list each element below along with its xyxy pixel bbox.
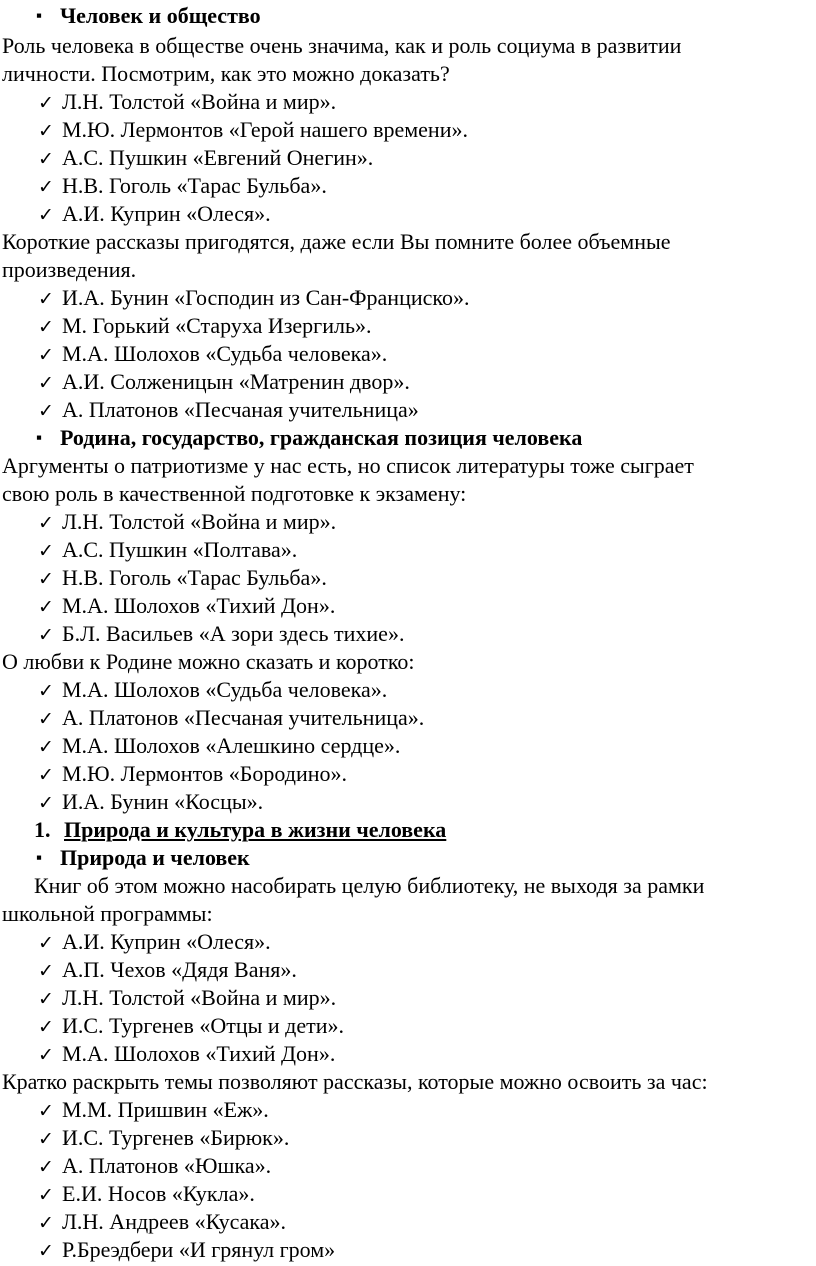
check-icon: ✓ (38, 596, 54, 618)
list-item: ✓ Н.В. Гоголь «Тарас Бульба». (38, 564, 816, 593)
list-item: ✓ Л.Н. Толстой «Война и мир». (38, 984, 816, 1013)
check-icon: ✓ (38, 764, 54, 786)
check-icon: ✓ (38, 120, 54, 142)
paragraph-line: Аргументы о патриотизме у нас есть, но список литературы тоже сыграет (2, 453, 694, 478)
list-item: ✓ А.И. Куприн «Олеся». (38, 200, 816, 229)
list-item: ✓ Н.В. Гоголь «Тарас Бульба». (38, 172, 816, 201)
list-item: ✓ М.А. Шолохов «Алешкино сердце». (38, 732, 816, 761)
list-item: ✓ Л.Н. Толстой «Война и мир». (38, 508, 816, 537)
check-icon: ✓ (38, 204, 54, 226)
paragraph-line: произведения. (2, 257, 137, 282)
list-item: ✓ Р.Бреэдбери «И грянул гром» (38, 1236, 816, 1265)
check-icon: ✓ (38, 372, 54, 394)
square-bullet-icon: ▪ (36, 848, 43, 867)
section-heading-nature: ▪ Природа и человек (36, 845, 250, 870)
check-icon: ✓ (38, 1044, 54, 1066)
check-icon: ✓ (38, 792, 54, 814)
list-item: ✓ М.М. Пришвин «Еж». (38, 1096, 816, 1125)
list-item: ✓ А.С. Пушкин «Евгений Онегин». (38, 144, 816, 173)
paragraph-line: Кратко раскрыть темы позволяют рассказы, которые можно освоить за час: (2, 1069, 708, 1094)
list-item: ✓ А. Платонов «Юшка». (38, 1152, 816, 1181)
paragraph-line: Роль человека в обществе очень значима, как и роль социума в развитии (2, 33, 682, 58)
check-icon: ✓ (38, 988, 54, 1010)
section-heading-society: ▪ Человек и общество (36, 3, 261, 28)
list-item: ✓ Л.Н. Толстой «Война и мир». (38, 88, 816, 117)
paragraph-line: О любви к Родине можно сказать и коротко: (2, 649, 415, 674)
check-icon: ✓ (38, 92, 54, 114)
square-bullet-icon: ▪ (36, 428, 43, 447)
section-heading-homeland: ▪ Родина, государство, гражданская позиция человека (36, 425, 583, 450)
numbered-heading-title: Природа и культура в жизни человека (64, 817, 447, 842)
check-icon: ✓ (38, 1240, 54, 1262)
check-icon: ✓ (38, 288, 54, 310)
paragraph-line: свою роль в качественной подготовке к экзамену: (2, 481, 467, 506)
list-item: ✓ М.Ю. Лермонтов «Бородино». (38, 760, 816, 789)
check-icon: ✓ (38, 512, 54, 534)
list-item: ✓ А. Платонов «Песчаная учительница» (38, 396, 816, 425)
list-item: ✓ А.П. Чехов «Дядя Ваня». (38, 956, 816, 985)
check-icon: ✓ (38, 344, 54, 366)
check-icon: ✓ (38, 176, 54, 198)
paragraph-line: Книг об этом можно насобирать целую библиотеку, не выходя за рамки (34, 873, 705, 898)
check-icon: ✓ (38, 624, 54, 646)
list-item: ✓ М.А. Шолохов «Судьба человека». (38, 340, 816, 369)
list-item: ✓ М. Горький «Старуха Изергиль». (38, 312, 816, 341)
list-item: ✓ И.А. Бунин «Косцы». (38, 788, 816, 817)
list-item: ✓ Е.И. Носов «Кукла». (38, 1180, 816, 1209)
list-item: ✓ А.С. Пушкин «Полтава». (38, 536, 816, 565)
check-icon: ✓ (38, 1212, 54, 1234)
check-icon: ✓ (38, 540, 54, 562)
check-icon: ✓ (38, 736, 54, 758)
paragraph-line: Короткие рассказы пригодятся, даже если Вы помните более объемные (2, 229, 671, 254)
list-item: ✓ А.И. Куприн «Олеся». (38, 928, 816, 957)
check-icon: ✓ (38, 148, 54, 170)
list-item: ✓ Л.Н. Андреев «Кусака». (38, 1208, 816, 1237)
check-icon: ✓ (38, 1184, 54, 1206)
list-item: ✓ М.А. Шолохов «Тихий Дон». (38, 592, 816, 621)
list-item: ✓ А.И. Солженицын «Матренин двор». (38, 368, 816, 397)
paragraph-line: школьной программы: (2, 901, 213, 926)
heading-number: 1. (34, 817, 51, 842)
check-icon: ✓ (38, 400, 54, 422)
list-item: ✓ М.Ю. Лермонтов «Герой нашего времени». (38, 116, 816, 145)
square-bullet-icon: ▪ (36, 6, 43, 25)
list-item: ✓ М.А. Шолохов «Тихий Дон». (38, 1040, 816, 1069)
check-icon: ✓ (38, 316, 54, 338)
list-item: ✓ И.С. Тургенев «Бирюк». (38, 1124, 816, 1153)
list-item: ✓ Б.Л. Васильев «А зори здесь тихие». (38, 620, 816, 649)
check-icon: ✓ (38, 1128, 54, 1150)
check-icon: ✓ (38, 708, 54, 730)
check-icon: ✓ (38, 1156, 54, 1178)
list-item: ✓ И.А. Бунин «Господин из Сан-Франциско». (38, 284, 816, 313)
check-icon: ✓ (38, 932, 54, 954)
paragraph-line: личности. Посмотрим, как это можно доказать? (2, 61, 450, 86)
check-icon: ✓ (38, 1100, 54, 1122)
list-item: ✓ А. Платонов «Песчаная учительница». (38, 704, 816, 733)
numbered-heading (34, 816, 816, 844)
check-icon: ✓ (38, 960, 54, 982)
check-icon: ✓ (38, 680, 54, 702)
check-icon: ✓ (38, 568, 54, 590)
list-item: ✓ И.С. Тургенев «Отцы и дети». (38, 1012, 816, 1041)
check-icon: ✓ (38, 1016, 54, 1038)
list-item: ✓ М.А. Шолохов «Судьба человека». (38, 676, 816, 705)
